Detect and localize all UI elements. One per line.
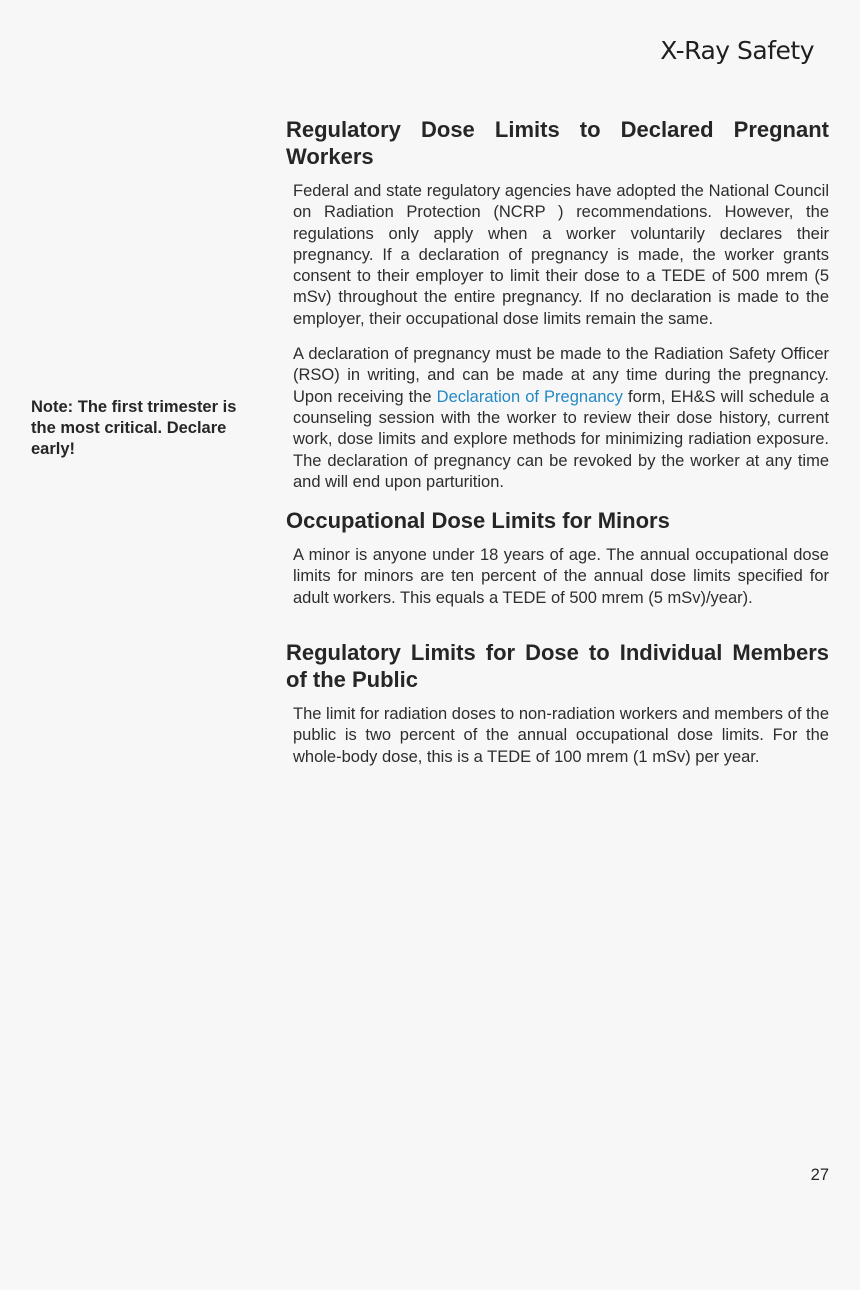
paragraph-pregnant-regulations: Federal and state regulatory agencies have adopted the National Council on Radiation Protection (NCRP ) recommendations. However, the regulations only apply when a worker voluntarily declares their pregnancy. If a declaration of pregnancy is made, the worker grants consent to their employer to limit their dose to a TEDE of 500 mrem (5 mSv) throughout the entire pregnancy. If no declaration is made to the employer, their occupational dose limits remain the same. bbox=[293, 182, 829, 328]
section-heading-public: Regulatory Limits for Dose to Individual Members of the Public bbox=[286, 640, 829, 693]
sidebar-note: Note: The first trimester is the most critical. Declare early! bbox=[31, 398, 237, 458]
running-header-title: X-Ray Safety bbox=[660, 36, 814, 65]
section-heading-pregnant-workers: Regulatory Dose Limits to Declared Pregnant Workers bbox=[286, 117, 829, 169]
page-number: 27 bbox=[810, 1166, 829, 1184]
paragraph-text-after-link: form, EH&S will schedule a counseling session with the worker to review their dose history, current work, dose limits and explore methods for minimizing radiation exposure. The declaration of pregnancy can be revoked by the worker at any time and will end upon parturition. bbox=[293, 387, 829, 491]
paragraph-text-before-link: A declaration of pregnancy must be made to the Radiation Safety Officer (RSO) in writing, and can be made at any time during the pregnancy. Upon receiving the bbox=[293, 345, 829, 406]
main-content bbox=[286, 116, 829, 768]
paragraph-minors: A minor is anyone under 18 years of age. The annual occupational dose limits for minors are ten percent of the annual dose limits specified for adult workers. This equals a TEDE of 500 mrem (5 mSv)/year). bbox=[293, 546, 829, 607]
paragraph-public: The limit for radiation doses to non-radiation workers and members of the public is two percent of the annual occupational dose limits. For the whole-body dose, this is a TEDE of 100 mrem (1 mSv) per year. bbox=[293, 705, 829, 766]
declaration-of-pregnancy-link[interactable]: Declaration of Pregnancy bbox=[436, 387, 623, 406]
paragraph-pregnant-declaration bbox=[293, 344, 829, 493]
section-heading-minors: Occupational Dose Limits for Minors bbox=[286, 508, 670, 534]
